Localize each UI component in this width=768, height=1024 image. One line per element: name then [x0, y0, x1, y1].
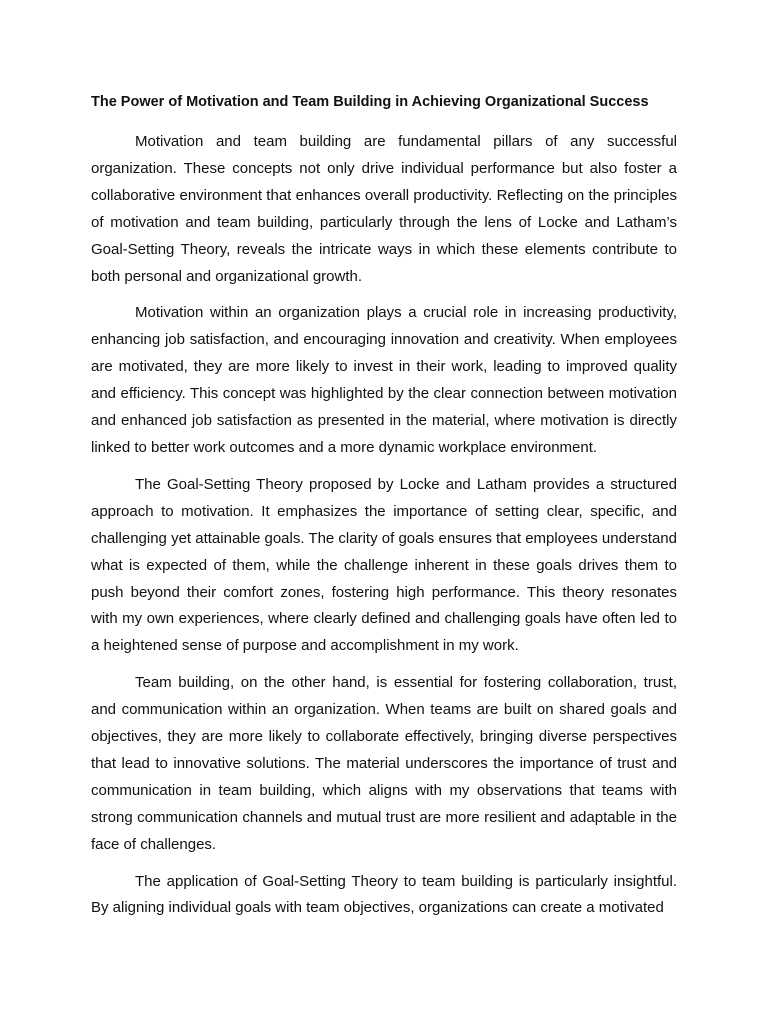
paragraph-1: Motivation and team building are fundamental pillars of any successful organization. These concepts not only drive individual performance but also foster a collaborative environment that enhances overall productivity. Reflecting on the principles of motivation and team building, particularly through the lens of Locke and Latham’s Goal-Setting Theory, reveals the intricate ways in which these elements contribute to both personal and organizational growth.: [91, 133, 677, 285]
paragraph-5: The application of Goal-Setting Theory to team building is particularly insightful. By aligning individual goals with team objectives, organizations can create a motivated: [91, 872, 677, 917]
document-page: [91, 93, 677, 932]
paragraph-3: The Goal-Setting Theory proposed by Locke and Latham provides a structured approach to motivation. It emphasizes the importance of setting clear, specific, and challenging yet attainable goals. The clarity of goals ensures that employees understand what is expected of them, while the challenge inherent in these goals drives them to push beyond their comfort zones, fostering high performance. This theory resonates with my own experiences, where clearly defined and challenging goals have often led to a heightened sense of purpose and accomplishment in my work.: [91, 475, 677, 655]
paragraph-2: Motivation within an organization plays a crucial role in increasing productivity, enhancing job satisfaction, and encouraging innovation and creativity. When employees are motivated, they are more likely to invest in their work, leading to improved quality and efficiency. This concept was highlighted by the clear connection between motivation and enhanced job satisfaction as presented in the material, where motivation is directly linked to better work outcomes and a more dynamic workplace environment.: [91, 304, 677, 456]
document-title: The Power of Motivation and Team Building in Achieving Organizational Success: [91, 94, 649, 110]
paragraph-4: Team building, on the other hand, is essential for fostering collaboration, trust, and communication within an organization. When teams are built on shared goals and objectives, they are more likely to collaborate effectively, bringing diverse perspectives that lead to innovative solutions. The material underscores the importance of trust and communication in team building, which aligns with my observations that teams with strong communication channels and mutual trust are more resilient and adaptable in the face of challenges.: [91, 674, 677, 853]
